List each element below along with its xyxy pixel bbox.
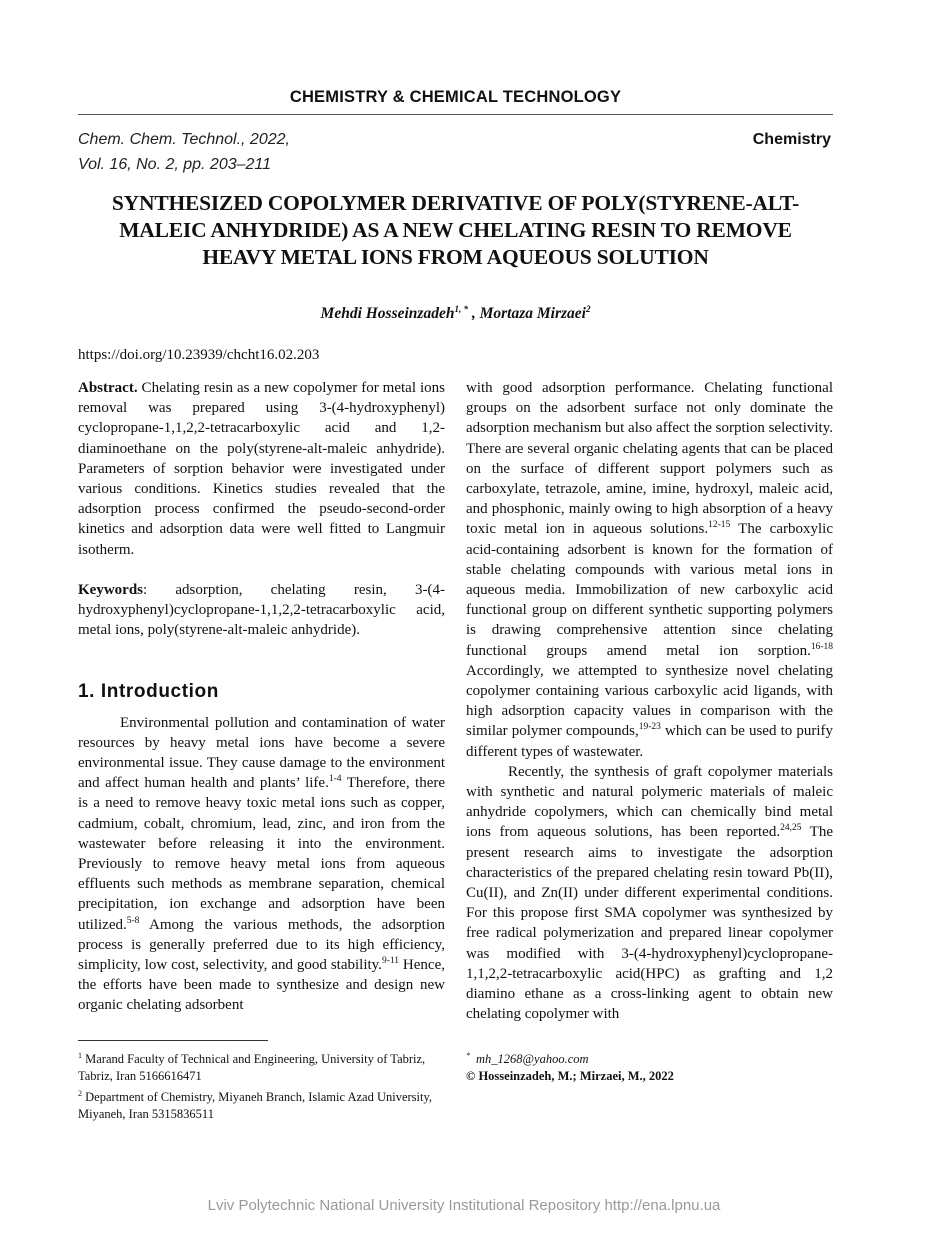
keywords (78, 580, 445, 641)
body-text: Recently, the synthesis of graft copolymer materials with synthetic and natural polymeric materials of maleic anhydride copolymers, which can chemically bind metal ions from aqueous solutions, has been reported. (466, 763, 833, 841)
citation-ref: 1-4 (328, 774, 342, 785)
body-text: with good adsorption performance. Chelating functional groups on the adsorbent surface not only dominate the adsorption mechanism but also affect the sorption selectivity. There are several organic chelating agents that can be placed on the surface of different support polymers such as carboxylate, tetrazole, amine, imine, hydroxyl, maleic acid, and phosphonic, mainly owing to high absorption of a heavy toxic metal ion in aqueous solutions. (466, 380, 833, 538)
email-link[interactable]: mh_1268@yahoo.com (476, 1052, 589, 1067)
repository-footer: Lviv Polytechnic National University Institutional Repository http://ena.lpnu.ua (207, 1197, 721, 1214)
author-affiliation-mark: 1, * (454, 304, 468, 314)
right-column (466, 378, 833, 1025)
author-affiliation-mark: 2 (585, 304, 591, 314)
header-rule (78, 114, 833, 115)
author-separator: , (467, 305, 480, 323)
footnote-text: Marand Faculty of Technical and Engineering, University of Tabriz, Tabriz, Iran 5166616471 (78, 1052, 426, 1084)
title-line-1: SYNTHESIZED COPOLYMER DERIVATIVE OF POLY(STYRENE-ALT- (111, 191, 800, 215)
citation-ref: 24,25 (780, 823, 802, 834)
section-label: Chemistry (752, 131, 831, 148)
body-paragraph (466, 762, 833, 1025)
footnote-text: Department of Chemistry, Miyaneh Branch, Islamic Azad University, Miyaneh, Iran 5315836511 (78, 1090, 433, 1122)
abstract-text: Chelating resin as a new copolymer for metal ions removal was prepared using 3-(4-hydroxyphenyl) cyclopropane-1,1,2,2-tetracarboxylic acid and 1,2-diaminoethane on the poly(styrene-alt-maleic anhydride). Parameters of sorption behavior were investigated under various conditions. Kinetics studies revealed that the adsorption process confirmed the pseudo-second-order kinetics and adsorption data were well fitted to Langmuir isotherm. (78, 380, 445, 558)
footnote-mark: 2 (78, 1089, 82, 1099)
body-text: Accordingly, we attempted to synthesize novel chelating copolymer containing various carboxylic acid ligands, with high adsorption capacity values in comparison with the similar polymer compounds, (466, 662, 833, 740)
body-text: Environmental pollution and contamination of water resources by heavy metal ions have become a severe environmental issue. They cause damage to the environment and affect human health and plants’ life. (78, 714, 445, 792)
abstract-label: Abstract. (78, 380, 138, 396)
corresponding-email (466, 1047, 836, 1068)
left-column (78, 378, 445, 1016)
title-line-2: MALEIC ANHYDRIDE) AS A NEW CHELATING RESIN TO REMOVE (119, 218, 792, 242)
copyright-notice: © Hosseinzadeh, M.; Mirzaei, M., 2022 (466, 1069, 674, 1084)
body-text: Hence, the efforts have been made to synthesize and design new organic chelating adsorbent (78, 957, 445, 1014)
doi-link[interactable]: https://doi.org/10.23939/chcht16.02.203 (78, 347, 320, 363)
citation-ref: 19-23 (638, 722, 661, 733)
footnote-rule (78, 1040, 268, 1041)
abstract (78, 378, 445, 560)
citation-ref: 16-18 (810, 641, 833, 652)
keywords-text: : adsorption, chelating resin, 3-(4-hydroxyphenyl)cyclopropane-1,1,2,2-tetracarboxylic acid, metal ions, poly(styrene-alt-maleic anhydride). (78, 581, 445, 639)
footnote-mark: * (466, 1051, 470, 1060)
body-text: which can be used to purify different types of wastewater. (466, 723, 833, 760)
section-heading-introduction: 1. Introduction (78, 681, 219, 703)
affiliation-footnotes (78, 1047, 448, 1123)
body-text: The carboxylic acid-containing adsorbent is known for the formation of stable chelating compounds with various metal ions in aqueous media. Immobilization of new carboxylic acid functional group on different synthetic supporting polymers is drawing comprehensive attention since chelating functional groups amend metal ion sorption. (466, 521, 833, 659)
body-paragraph (78, 713, 445, 1016)
affiliation-footnote-1 (78, 1047, 448, 1085)
keywords-label: Keywords (78, 581, 143, 598)
footnote-mark: 1 (78, 1051, 82, 1060)
body-text: Therefore, there is a need to remove heavy toxic metal ions such as copper, cadmium, cobalt, chromium, lead, zinc, and iron from the wastewater before releasing it into the environment. Previously to remove heavy metal ions from aqueous effluents such methods as membrane separation, chemical precipitation, ion exchange and adsorption have been utilized. (78, 775, 446, 933)
citation-ref: 12-15 (708, 520, 731, 531)
citation-ref: 5-8 (126, 915, 140, 926)
article-title (78, 190, 833, 271)
citation-line-1: Chem. Chem. Technol., 2022, (78, 131, 290, 148)
author-list (78, 304, 833, 323)
correspondence-footnotes (466, 1047, 836, 1085)
body-paragraph-continued (466, 378, 833, 762)
affiliation-footnote-2 (78, 1085, 448, 1123)
journal-header: CHEMISTRY & CHEMICAL TECHNOLOGY (289, 88, 622, 106)
body-text: Among the various methods, the adsorption process is generally preferred due to its high efficiency, simplicity, low cost, selectivity, and good stability. (78, 916, 445, 974)
journal-citation (78, 127, 290, 177)
citation-ref: 9-11 (381, 956, 399, 967)
citation-line-2: Vol. 16, No. 2, pp. 203–211 (78, 156, 272, 173)
title-line-3: HEAVY METAL IONS FROM AQUEOUS SOLUTION (202, 245, 709, 269)
body-text: The present research aims to investigate the adsorption characteristics of the prepared chelating resin toward Pb(II), Cu(II), and Zn(II) under different experimental conditions. For this propose first SMA copolymer was synthesized by free radical polymerization and prepared linear copolymer was modified with 3-(4-hydroxyphenyl)cyclopropane-1,1,2,2-tetracarboxylic acid(HPC) as grafting and 1,2 diamino ethane as a cross-linking agent to obtain new chelating copolymer with (466, 824, 833, 1023)
author-name: Mehdi Hosseinzadeh (320, 305, 455, 323)
author-name: Mortaza Mirzaei (479, 305, 586, 323)
